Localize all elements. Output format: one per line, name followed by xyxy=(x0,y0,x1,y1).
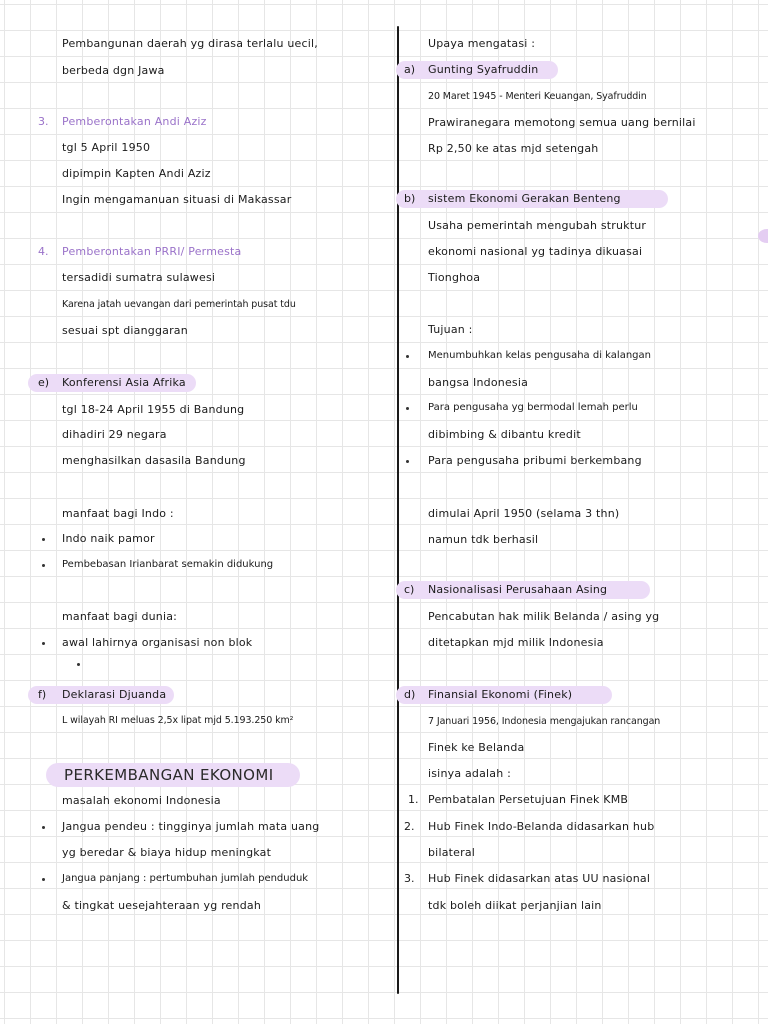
section-marker: e) xyxy=(38,376,50,389)
bullet-point xyxy=(42,878,45,881)
list-item: Hub Finek didasarkan atas UU nasional xyxy=(428,872,651,885)
list-item: Indo naik pamor xyxy=(62,532,155,545)
note-line: isinya adalah : xyxy=(428,767,511,780)
note-line: Finek ke Belanda xyxy=(428,741,525,754)
list-number: 1. xyxy=(408,793,419,806)
note-line: Upaya mengatasi : xyxy=(428,37,536,50)
bullet-point xyxy=(406,355,409,358)
note-line: Ingin mengamanuan situasi di Makassar xyxy=(62,193,292,206)
note-line: manfaat bagi Indo : xyxy=(62,507,174,520)
list-item: Pembatalan Persetujuan Finek KMB xyxy=(428,793,629,806)
note-line: dihadiri 29 negara xyxy=(62,428,167,441)
note-line: Rp 2,50 ke atas mjd setengah xyxy=(428,142,599,155)
section-marker: a) xyxy=(404,63,416,76)
margin-dot-decoration xyxy=(758,229,768,243)
list-item: Jangua panjang : pertumbuhan jumlah penduduk xyxy=(62,873,309,884)
page-section-title: PERKEMBANGAN EKONOMI xyxy=(64,766,274,784)
note-line: Prawiranegara memotong semua uang bernilai xyxy=(428,116,696,129)
note-line: masalah ekonomi Indonesia xyxy=(62,794,221,807)
section-heading: sistem Ekonomi Gerakan Benteng xyxy=(428,192,621,205)
list-item: awal lahirnya organisasi non blok xyxy=(62,636,253,649)
note-line: & tingkat uesejahteraan yg rendah xyxy=(62,899,261,912)
note-line: Tionghoa xyxy=(428,271,481,284)
bullet-point xyxy=(42,826,45,829)
column-divider xyxy=(397,26,399,994)
note-line: dipimpin Kapten Andi Aziz xyxy=(62,167,211,180)
note-line: Karena jatah uevangan dari pemerintah pusat tdu xyxy=(62,299,296,310)
bullet-point xyxy=(42,538,45,541)
section-number: 3. xyxy=(38,115,49,128)
note-line: yg beredar & biaya hidup meningkat xyxy=(62,846,272,859)
note-line: tersadidi sumatra sulawesi xyxy=(62,271,216,284)
note-line: berbeda dgn Jawa xyxy=(62,64,165,77)
section-heading: Pemberontakan PRRI/ Permesta xyxy=(62,245,242,258)
note-line: Tujuan : xyxy=(428,323,473,336)
note-line: bilateral xyxy=(428,846,476,859)
note-line: menghasilkan dasasila Bandung xyxy=(62,454,246,467)
list-item: Menumbuhkan kelas pengusaha di kalangan xyxy=(428,350,651,361)
section-heading: Konferensi Asia Afrika xyxy=(62,376,186,389)
bullet-point xyxy=(42,642,45,645)
note-line: 20 Maret 1945 - Menteri Keuangan, Syafruddin xyxy=(428,91,647,102)
note-line: tgl 5 April 1950 xyxy=(62,141,151,154)
section-number: 4. xyxy=(38,245,49,258)
list-number: 3. xyxy=(404,872,415,885)
bullet-point xyxy=(42,564,45,567)
note-line: ditetapkan mjd milik Indonesia xyxy=(428,636,604,649)
note-line: 7 Januari 1956, Indonesia mengajukan rancangan xyxy=(428,716,661,727)
note-line: L wilayah RI meluas 2,5x lipat mjd 5.193.250 km² xyxy=(62,715,294,726)
note-line: bangsa Indonesia xyxy=(428,376,529,389)
note-line: tgl 18-24 April 1955 di Bandung xyxy=(62,403,245,416)
section-marker: d) xyxy=(404,688,416,701)
section-marker: f) xyxy=(38,688,47,701)
note-line: manfaat bagi dunia: xyxy=(62,610,178,623)
section-marker: b) xyxy=(404,192,416,205)
section-heading: Pemberontakan Andi Aziz xyxy=(62,115,207,128)
note-line: tdk boleh diikat perjanjian lain xyxy=(428,899,602,912)
list-number: 2. xyxy=(404,820,415,833)
section-heading: Nasionalisasi Perusahaan Asing xyxy=(428,583,608,596)
section-heading: Gunting Syafruddin xyxy=(428,63,539,76)
list-item: Jangua pendeu : tingginya jumlah mata uang xyxy=(62,820,320,833)
bullet-point xyxy=(406,460,409,463)
bullet-point xyxy=(406,407,409,410)
note-line: Pembangunan daerah yg dirasa terlalu uecil, xyxy=(62,37,318,50)
list-item: Pembebasan Irianbarat semakin didukung xyxy=(62,559,274,570)
note-line: sesuai spt dianggaran xyxy=(62,324,188,337)
list-item: Para pengusaha yg bermodal lemah perlu xyxy=(428,402,638,413)
list-item: Hub Finek Indo-Belanda didasarkan hub xyxy=(428,820,655,833)
stray-dot xyxy=(77,663,80,666)
list-item: Para pengusaha pribumi berkembang xyxy=(428,454,642,467)
note-line: ekonomi nasional yg tadinya dikuasai xyxy=(428,245,643,258)
section-marker: c) xyxy=(404,583,415,596)
note-line: Usaha pemerintah mengubah struktur xyxy=(428,219,647,232)
note-line: dibimbing & dibantu kredit xyxy=(428,428,581,441)
note-line: dimulai April 1950 (selama 3 thn) xyxy=(428,507,620,520)
note-line: namun tdk berhasil xyxy=(428,533,539,546)
note-line: Pencabutan hak milik Belanda / asing yg xyxy=(428,610,660,623)
section-heading: Deklarasi Djuanda xyxy=(62,688,167,701)
section-heading: Finansial Ekonomi (Finek) xyxy=(428,688,573,701)
